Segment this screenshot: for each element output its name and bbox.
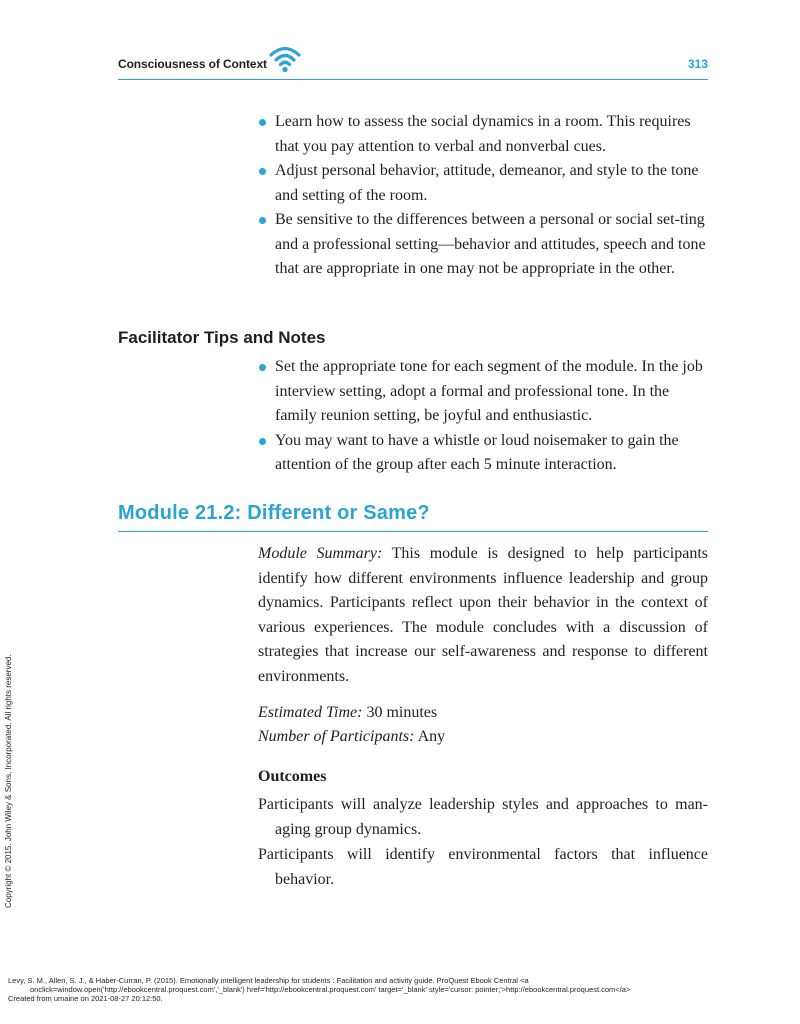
outcome-item: Participants will identify environmental factors that influence behavior. [258, 846, 708, 888]
citation-footer [8, 976, 788, 1003]
facilitator-bullet-list [258, 355, 708, 478]
side-copyright-notice: Copyright © 2015. John Wiley & Sons, Incorporated. All rights reserved. [4, 654, 13, 908]
running-header [118, 44, 708, 80]
number-of-participants [258, 725, 708, 750]
bullet-dot-icon [259, 217, 266, 224]
list-item: Set the appropriate tone for each segment of the module. In the job interview setting, adopt a formal and professional tone. In the family reunion setting, be joyful and enthusiastic. [258, 355, 708, 429]
list-item: Learn how to assess the social dynamics in a room. This requires that you pay attention to verbal and nonverbal cues. [258, 110, 708, 159]
module-title: Module 21.2: Different or Same? [118, 502, 430, 524]
list-item: You may want to have a whistle or loud noisemaker to gain the attention of the group after each 5 minute interaction. [258, 429, 708, 478]
estimated-time [258, 701, 708, 726]
module-summary-text: This module is designed to help participants identify how different environments influence leadership and group dynamics. Participants reflect upon their behavior in the context of various experiences. The module concludes with a discussion of strategies that increase our self-awareness and response to different environments. [258, 545, 709, 685]
footer-line: Levy, S. M., Allen, S. J., & Haber-Curran, P. (2015). Emotionally intelligent leadership for students : Facilitation and activity guide. ProQuest Ebook Central <a [8, 976, 529, 985]
estimated-time-label: Estimated Time: [258, 704, 363, 721]
bullet-dot-icon [259, 364, 266, 371]
facilitator-tips-heading: Facilitator Tips and Notes [118, 328, 326, 347]
wifi-icon [268, 44, 302, 74]
top-bullet-list [258, 110, 708, 282]
bullet-dot-icon [259, 168, 266, 175]
estimated-time-value: 30 minutes [366, 704, 438, 721]
list-item: Be sensitive to the differences between a personal or social set-ting and a professional setting—behavior and attitudes, speech and tone that are appropriate in one may not be appropriate in the other. [258, 208, 708, 282]
list-item: Adjust personal behavior, attitude, demeanor, and style to the tone and setting of the room. [258, 159, 708, 208]
participants-label: Number of Participants: [258, 728, 415, 745]
module-divider [118, 531, 708, 532]
module-summary-label: Module Summary: [258, 545, 383, 562]
bullet-dot-icon [259, 438, 266, 445]
footer-line: onclick=window.open('http://ebookcentral.proquest.com','_blank') href='http://ebookcentral.proquest.com' target='_blank' style='cursor: pointer;'>http://ebookcentral.proquest.com</a> [30, 985, 631, 994]
footer-line: Created from umaine on 2021-08-27 20:12:50. [8, 994, 163, 1003]
outcome-item: Participants will analyze leadership styles and approaches to man-aging group dynamics. [258, 796, 708, 838]
outcomes-heading: Outcomes [258, 768, 327, 785]
module-summary [258, 542, 708, 689]
header-divider [118, 79, 708, 80]
participants-value: Any [417, 728, 446, 745]
bullet-dot-icon [259, 119, 266, 126]
page-number: 313 [687, 57, 708, 71]
running-header-title: Consciousness of Context [118, 57, 267, 71]
